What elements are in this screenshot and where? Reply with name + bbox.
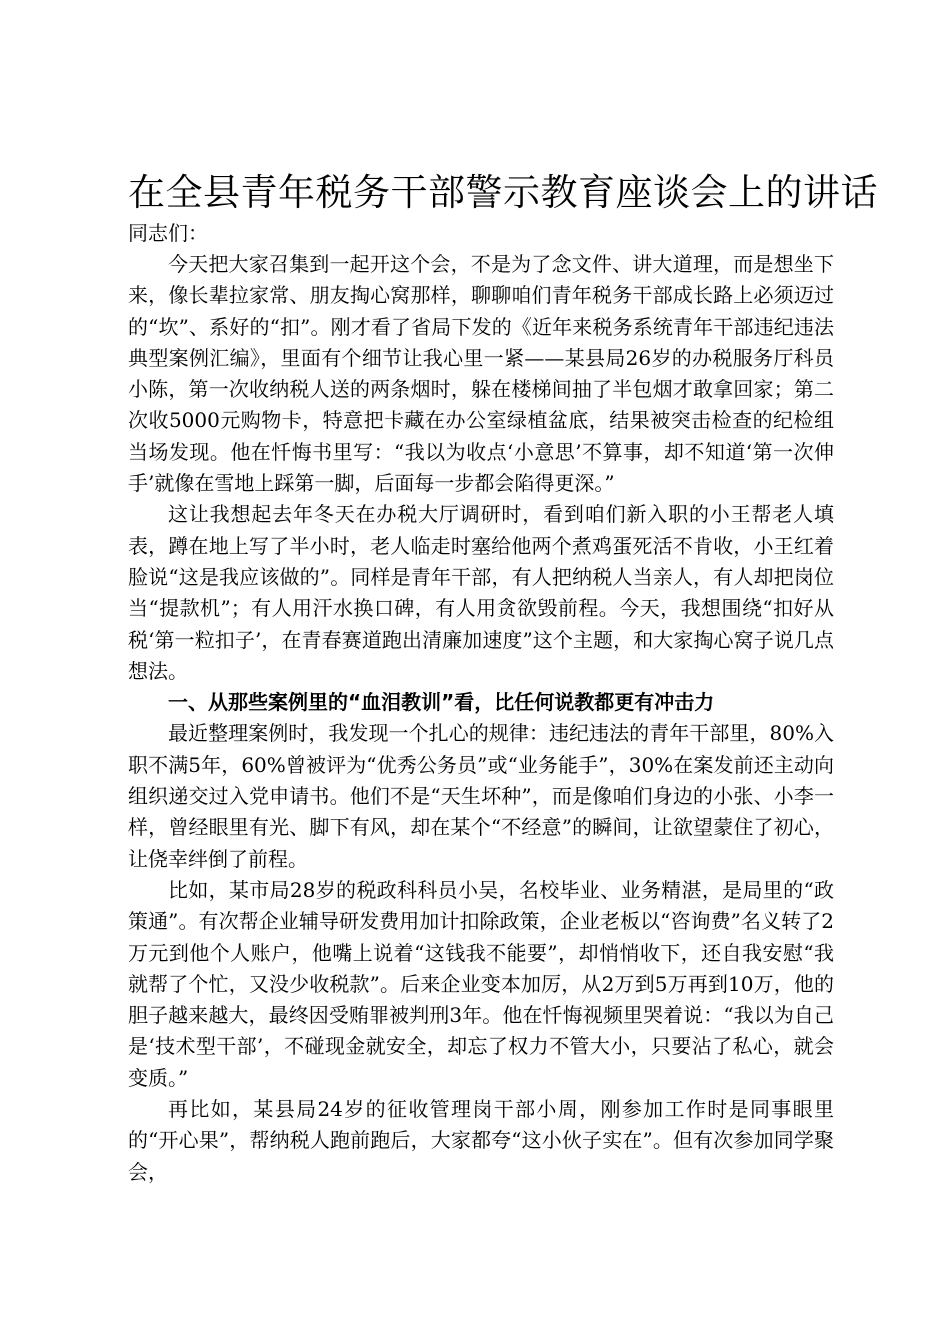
document-body <box>128 168 878 1188</box>
paragraph: 比如，某市局28岁的税政科科员小吴，名校毕业、业务精湛，是局里的“政策通”。有次帮企业辅导研发费用加计扣除政策，企业老板以“咨询费”名义转了2万元到他个人账户，他嘴上说着“这钱我不能要”，却悄悄收下，还自我安慰“我就帮了个忙，又没少收税款”。后来企业变本加厉，从2万到5万再到10万，他的胆子越来越大，最终因受贿罪被判刑3年。他在忏悔视频里哭着说：“我以为自己是‘技术型干部’，不碰现金就安全，却忘了权力不管大小，只要沾了私心，就会变质。” <box>128 877 834 1090</box>
salutation: 同志们： <box>128 221 208 245</box>
section-heading: 一、从那些案例里的“血泪教训”看，比任何说教都更有冲击力 <box>168 690 715 715</box>
paragraph: 这让我想起去年冬天在办税大厅调研时，看到咱们新入职的小王帮老人填表，蹲在地上写了半小时，老人临走时塞给他两个煮鸡蛋死活不肯收，小王红着脸说“这是我应该做的”。同样是青年干部，有人把纳税人当亲人，有人却把岗位当“提款机”；有人用汗水换口碑，有人用贪欲毁前程。今天，我想围绕“扣好从税‘第一粒扣子’，在青春赛道跑出清廉加速度”这个主题，和大家掏心窝子说几点想法。 <box>128 502 834 683</box>
document-title: 在全县青年税务干部警示教育座谈会上的讲话 <box>128 171 878 214</box>
paragraph: 再比如，某县局24岁的征收管理岗干部小周，刚参加工作时是同事眼里的“开心果”，帮纳税人跑前跑后，大家都夸“这小伙子实在”。但有次参加同学聚会， <box>128 1097 834 1184</box>
paragraph: 最近整理案例时，我发现一个扎心的规律：违纪违法的青年干部里，80%入职不满5年，60%曾被评为“优秀公务员”或“业务能手”，30%在案发前还主动向组织递交过入党申请书。他们不是“天生坏种”，而是像咱们身边的小张、小李一样，曾经眼里有光、脚下有风，却在某个“不经意”的瞬间，让欲望蒙住了初心，让侥幸绊倒了前程。 <box>128 721 834 871</box>
paragraph: 今天把大家召集到一起开这个会，不是为了念文件、讲大道理，而是想坐下来，像长辈拉家常、朋友掏心窝那样，聊聊咱们青年税务干部成长路上必须迈过的“坎”、系好的“扣”。刚才看了省局下发的《近年来税务系统青年干部违纪违法典型案例汇编》，里面有个细节让我心里一紧——某县局26岁的办税服务厅科员小陈，第一次收纳税人送的两条烟时，躲在楼梯间抽了半包烟才敢拿回家；第二次收5000元购物卡，特意把卡藏在办公室绿植盆底，结果被突击检查的纪检组当场发现。他在忏悔书里写：“我以为收点‘小意思’不算事，却不知道‘第一次伸手’就像在雪地上踩第一脚，后面每一步都会陷得更深。” <box>128 252 834 496</box>
